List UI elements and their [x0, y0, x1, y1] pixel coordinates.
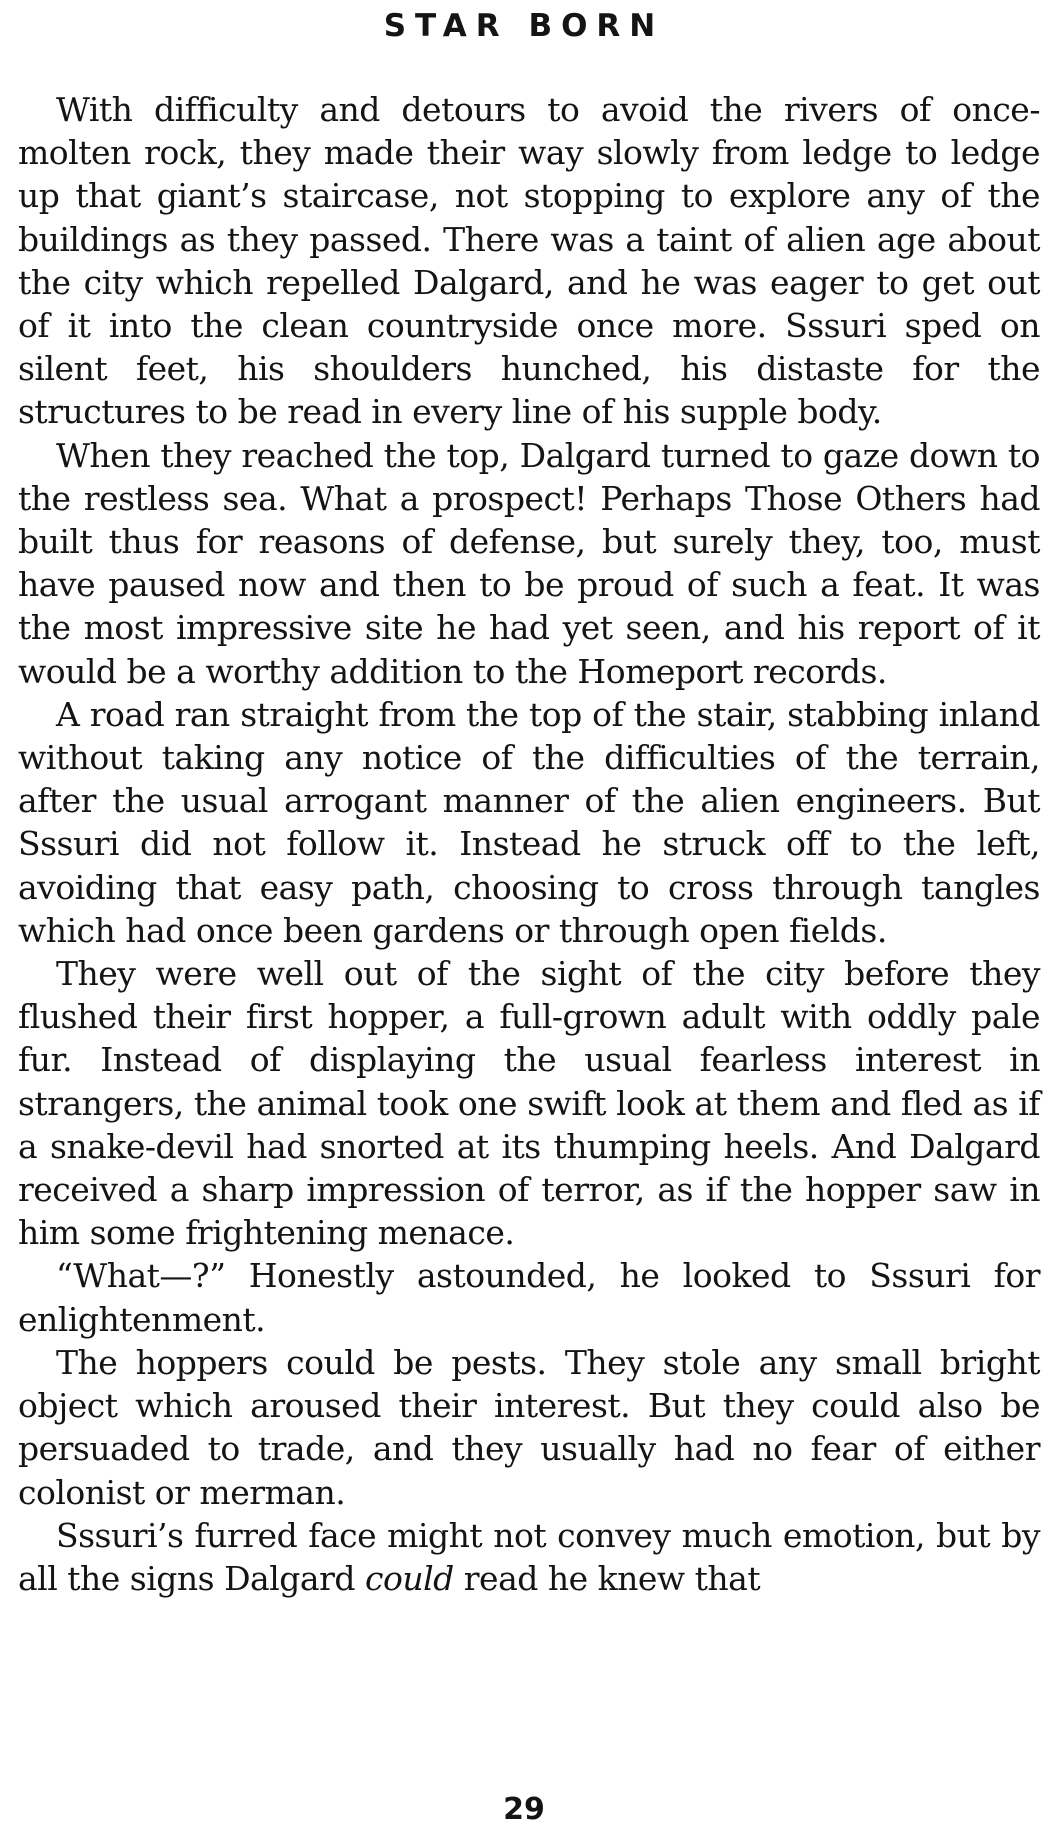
paragraph-1: With difficulty and detours to avoid the rivers of once-molten rock, they made their way slowly from ledge to ledge up that giant’s staircase, not stopping to explore any of the buildings as they passed. There was a taint of alien age about the city which repelled Dalgard, and he was eager to get out of it into the clean countryside once more. Sssuri sped on silent feet, his shoulders hunched, his distaste for the structures to be read in every line of his supple body. [18, 90, 1040, 432]
paragraph-3: A road ran straight from the top of the stair, stabbing inland without taking any notice of the difficulties of the terrain, after the usual arrogant manner of the alien engineers. But Sssuri did not follow it. Instead he struck off to the left, avoiding that easy path, choosing to cross through tangles which had once been gardens or through open fields. [18, 694, 1040, 950]
paragraph-4: They were well out of the sight of the city before they flushed their first hopper, a full-grown adult with oddly pale fur. Instead of displaying the usual fearless interest in strangers, the animal took one swift look at them and fled as if a snake-devil had snorted at its thumping heels. And Dalgard received a sharp impression of terror, as if the hopper saw in him some frightening menace. [18, 954, 1040, 1253]
paragraph-7-end: read he knew that [453, 1558, 761, 1598]
paragraph-7-start: Sssuri’s furred face might not convey much emotion, but by all the signs Dalgard [18, 1515, 1040, 1598]
paragraph-5: “What—?” Honestly astounded, he looked to Sssuri for enlightenment. [18, 1256, 1040, 1339]
paragraph-6: The hoppers could be pests. They stole any small bright object which aroused their interest. But they could also be persuaded to trade, and they usually had no fear of either colonist or merman. [18, 1342, 1040, 1512]
body-text [18, 88, 1040, 1600]
page-number: 29 [503, 1792, 545, 1827]
paragraph-7-emphasis: could [364, 1558, 454, 1598]
paragraph-7 [18, 1514, 1040, 1600]
running-head-title: STAR BORN [383, 8, 665, 44]
paragraph-2: When they reached the top, Dalgard turned to gaze down to the restless sea. What a prospect! Perhaps Those Others had built thus for reasons of defense, but surely they, too, must have paused now and then to be proud of such a feat. It was the most impressive site he had yet seen, and his report of it would be a worthy addition to the Homeport records. [18, 435, 1040, 691]
